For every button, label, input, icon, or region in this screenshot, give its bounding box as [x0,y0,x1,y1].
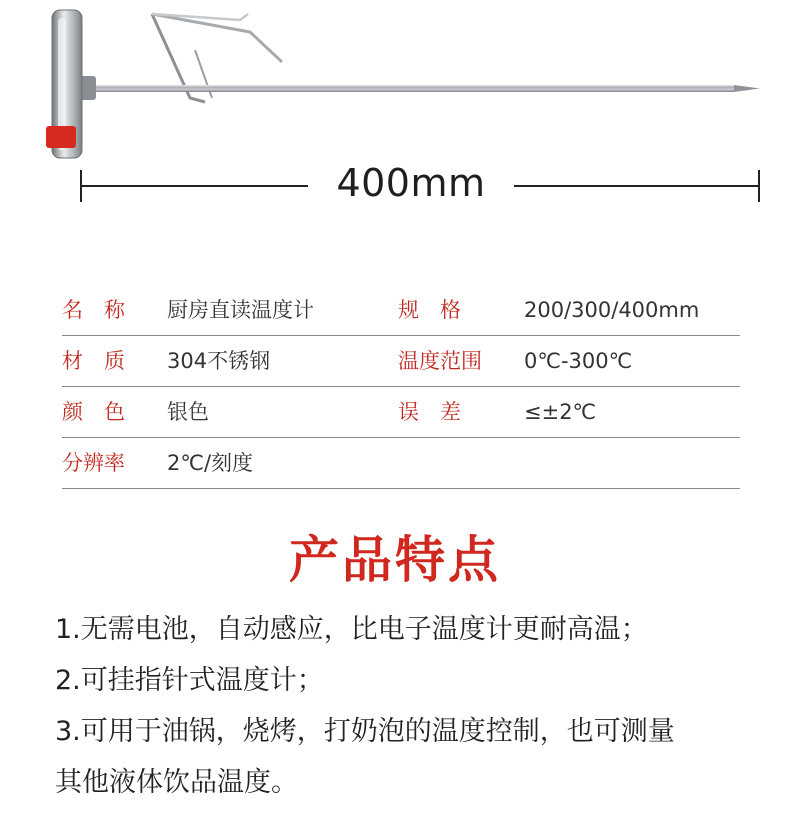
product-image [0,0,790,160]
spec-value: 200/300/400mm [524,298,700,322]
spec-label: 规 格 [398,298,461,322]
feature-item: 1.无需电池，自动感应，比电子温度计更耐高温； [55,614,648,645]
feature-item: 其他液体饮品温度。 [55,767,298,798]
spec-value: 银色 [167,400,209,424]
dimension-tick-right [758,170,760,202]
feature-item: 2.可挂指针式温度计； [55,665,324,696]
spec-value: 2℃/刻度 [167,451,254,475]
spec-value: 304不锈钢 [167,349,271,373]
spec-row [62,387,740,438]
spec-table [62,285,740,489]
spec-label: 温度范围 [398,349,482,373]
feature-title: 产品特点 [289,531,501,589]
dimension-line-left [82,185,308,187]
spec-value: 0℃-300℃ [524,349,633,373]
spec-row [62,438,740,489]
spec-label: 误 差 [398,400,461,424]
probe-stem [88,85,760,92]
spec-label: 材 质 [62,349,125,373]
spec-label: 名 称 [62,298,125,322]
dial-head [46,10,96,158]
spec-row [62,336,740,387]
dimension-line-right [514,185,760,187]
feature-item: 3.可用于油锅，烧烤，打奶泡的温度控制，也可测量 [55,716,675,747]
red-pointer-marker [46,126,76,148]
spec-value: 厨房直读温度计 [167,298,314,322]
dimension-indicator [80,160,762,206]
spec-row [62,285,740,336]
dimension-label: 400mm [336,161,486,205]
thermometer-illustration [0,0,790,160]
feature-list [55,604,755,808]
spec-value: ≤±2℃ [524,400,597,424]
spec-label: 分辨率 [62,451,125,475]
spec-label: 颜 色 [62,400,125,424]
